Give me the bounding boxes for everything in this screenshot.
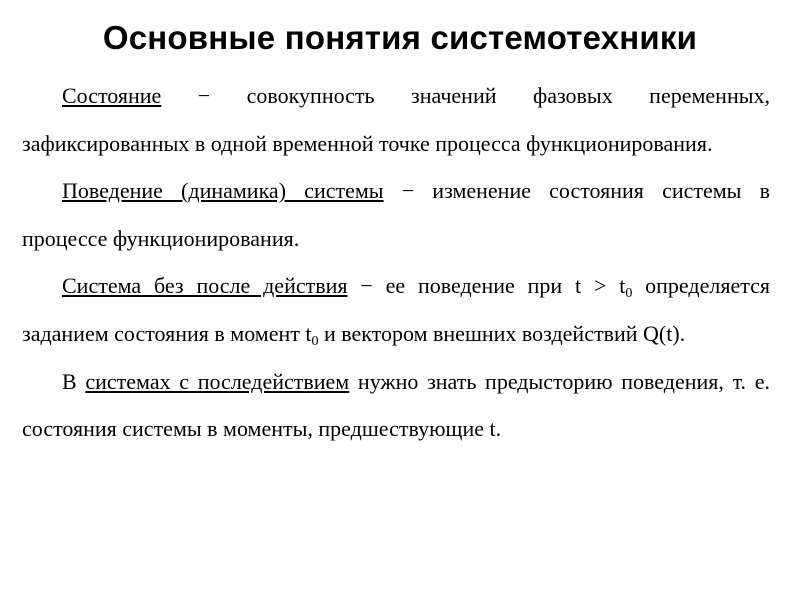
definition-part-3: и вектором внешних воздействий Q(t). [318,320,686,346]
slide-title: Основные понятия системотехники [102,19,698,56]
paragraph-system-without-aftereffect [22,262,770,357]
definition-part-2: определяется заданием состояния в момент t [22,273,770,346]
paragraph-lead: В [62,368,86,394]
slide-body [22,72,770,453]
paragraph-behavior [22,167,770,262]
definition-part-1: − ее поведение при t > t [347,273,626,299]
subscript-zero: 0 [625,286,633,302]
subscript-zero: 0 [311,333,319,349]
paragraph-state [22,72,770,167]
term-system-without-aftereffect: Система без после действия [62,273,348,299]
definition-aftereffect: нужно знать предысторию поведения, т. е. состояния системы в моменты, предшествующие t. [22,368,770,442]
paragraph-aftereffect [22,358,770,453]
term-state: Состояние [62,83,162,108]
definition-behavior: − изменение состояния системы в процессе функционирования. [22,178,771,251]
term-systems-with-aftereffect: системах с последействием [85,368,350,394]
term-behavior: Поведение (динамика) системы [62,178,384,204]
definition-state: − совокупность значений фазовых переменных, зафиксированных в одной временной точке процесса функционирования. [22,83,770,156]
